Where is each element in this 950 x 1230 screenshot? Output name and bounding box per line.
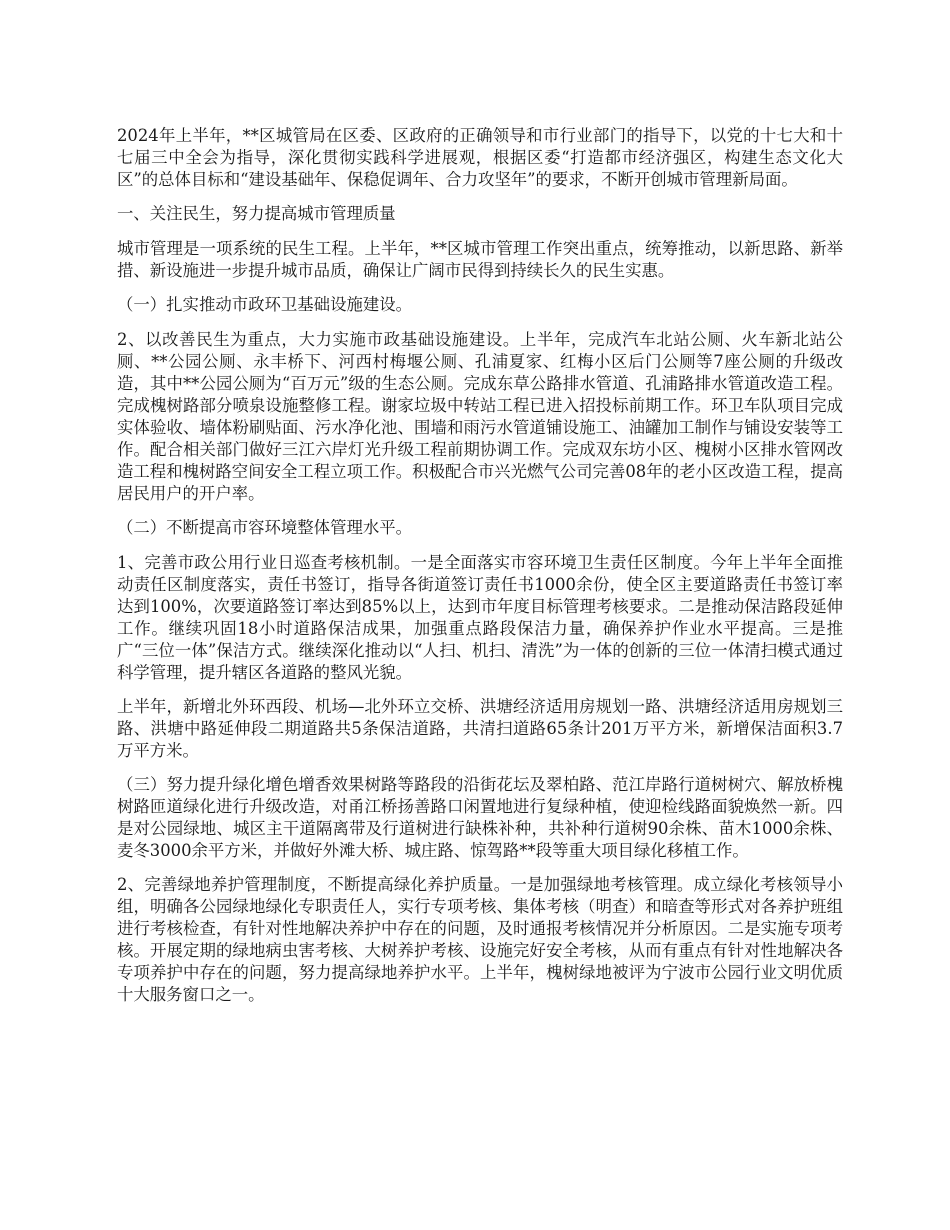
paragraph-green-maintenance: 2、完善绿地养护管理制度，不断提高绿化养护质量。一是加强绿地考核管理。成立绿化考核领导小组，明确各公园绿地绿化专职责任人，实行专项考核、集体考核（明查）和暗查等形式对各养护班组进行考核检查，有针对性地解决养护中存在的问题，及时通报考核情况并分析原因。二是实施专项考核。开展定期的绿地病虫害考核、大树养护考核、设施完好安全考核，从而有重点有针对性地解决各专项养护中存在的问题，努力提高绿地养护水平。上半年，槐树绿地被评为宁波市公园行业文明优质十大服务窗口之一。 (117, 875, 843, 1004)
paragraph-inspection: 1、完善市政公用行业日巡查考核机制。一是全面落实市容环境卫生责任区制度。今年上半年全面推动责任区制度落实，责任书签订，指导各街道签订责任书1000余份，使全区主要道路责任书签订率达到100%，次要道路签订率达到85%以上，达到市年度目标管理考核要求。二是推动保洁路段延伸工作。继续巩固18小时道路保洁成果，加强重点路段保洁力量，确保养护作业水平提高。三是推广“三位一体”保洁方式。继续深化推动以“人扫、机扫、清洗”为一体的创新的三位一体清扫模式通过科学管理，提升辖区各道路的整风光貌。 (117, 553, 843, 682)
section-heading-1: 一、关注民生，努力提高城市管理质量 (117, 204, 396, 223)
paragraph-urban-management: 城市管理是一项系统的民生工程。上半年，**区城市管理工作突出重点，统筹推动，以新思路、新举措、新设施进一步提升城市品质，确保让广阔市民得到持续长久的民生实惠。 (117, 239, 843, 280)
paragraph-greening: （三）努力提升绿化增色增香效果树路等路段的沿街花坛及翠柏路、范江岸路行道树树穴、解放桥槐树路匝道绿化进行升级改造，对甬江桥扬善路口闲置地进行复绿种植，使迎检线路面貌焕然一新。四是对公园绿地、城区主干道隔离带及行道树进行缺株补种，共补种行道树90余株、苗木1000余株、麦冬3000余平方米，并做好外滩大桥、城庄路、惊驾路**段等重大项目绿化移植工作。 (117, 775, 843, 860)
document-body (117, 125, 843, 1018)
subsection-heading-1: （一）扎实推动市政环卫基础设施建设。 (117, 295, 413, 314)
intro-paragraph: 2024年上半年，**区城管局在区委、区政府的正确领导和市行业部门的指导下，以党的十七大和十七届三中全会为指导，深化贯彻实践科学进展观，根据区委“打造都市经济强区，构建生态文化大区”的总体目标和“建设基础年、保稳促调年、合力攻坚年”的要求，不断开创城市管理新局面。 (117, 126, 843, 189)
paragraph-infrastructure: 2、以改善民生为重点，大力实施市政基础设施建设。上半年，完成汽车北站公厕、火车新北站公厕、**公园公厕、永丰桥下、河西村梅堰公厕、孔浦夏家、红梅小区后门公厕等7座公厕的升级改造，其中**公园公厕为“百万元”级的生态公厕。完成东草公路排水管道、孔浦路排水管道改造工程。完成槐树路部分喷泉设施整修工程。谢家垃圾中转站工程已进入招投标前期工作。环卫车队项目完成实体验收、墙体粉刷贴面、污水净化池、围墙和雨污水管道铺设施工、油罐加工制作与铺设安装等工作。配合相关部门做好三江六岸灯光升级工程前期协调工作。完成双东坊小区、槐树小区排水管网改造工程和槐树路空间安全工程立项工作。积极配合市兴光燃气公司完善08年的老小区改造工程，提高居民用户的开户率。 (117, 330, 843, 503)
subsection-heading-2: （二）不断提高市容环境整体管理水平。 (117, 518, 413, 537)
paragraph-new-roads: 上半年，新增北外环西段、机场—北外环立交桥、洪塘经济适用房规划一路、洪塘经济适用房规划三路、洪塘中路延伸段二期道路共5条保洁道路，共清扫道路65条计201万平方米，新增保洁面积3.7万平方米。 (117, 697, 843, 760)
